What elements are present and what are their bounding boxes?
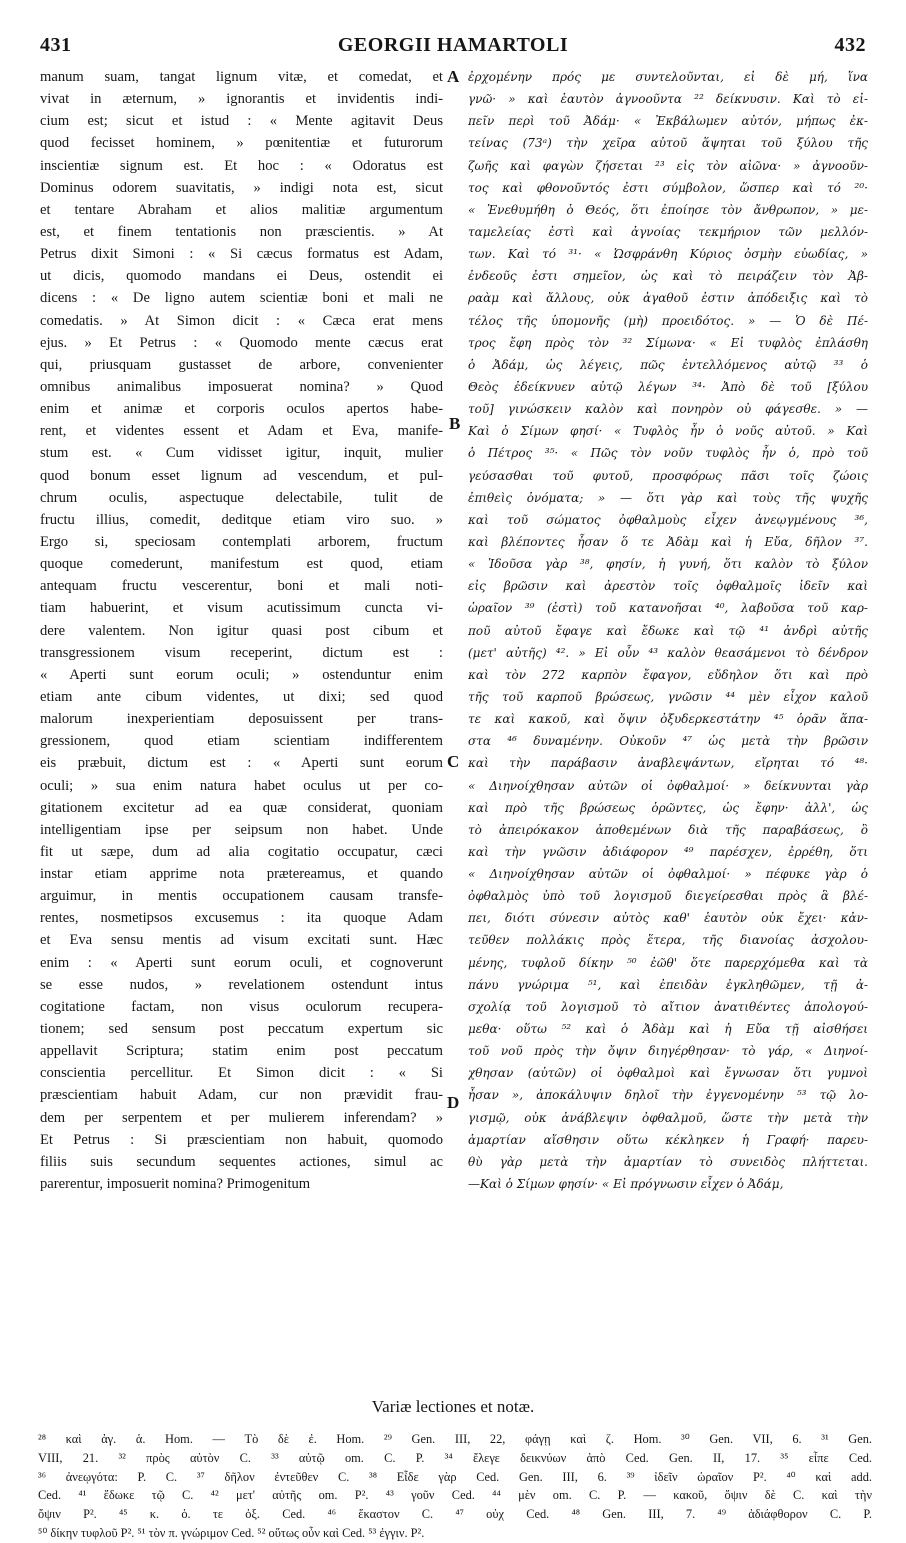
latin-text-line: Dominus odorem suavitatis, » indigi nota est, sicut: [40, 179, 443, 196]
latin-text-line: enim : « Aperti sunt eorum oculi, et cognoverunt: [40, 954, 443, 971]
latin-text-line: eis præbuit, dictum est : « Aperti sunt eorum: [40, 755, 443, 772]
latin-text-line: ut dicis, quomodo mandans ei Deus, ostendit ei: [40, 268, 443, 285]
latin-text-line: arguimur, in mentis occupationem causam transfe-: [40, 888, 443, 905]
latin-text-line: conscientia percellitur. Et Simon dicit : « Si: [40, 1065, 443, 1082]
greek-text-line: « Διηνοίχθησαν αὐτῶν οἱ ὀφθαλμοί· » δείκνυνται γὰρ: [468, 778, 868, 793]
note-line: ὄψιν P². ⁴⁵ κ. ὁ. τε ὀξ. Ced. ⁴⁶ ἕκαστον C. ⁴⁷ οὐχ Ced. ⁴⁸ Gen. III, 7. ⁴⁹ ἀδιάφθορον C. P.: [38, 1507, 872, 1522]
greek-text-line: ταμελείας ἐστὶ καὶ ἀγνοίας τεκμήριον τῶν μελλόν-: [468, 224, 868, 239]
greek-text-line: ἁμαρτίαν αἴσθησιν οὕτω κέκληκεν ἡ Γραφή· παρευ-: [468, 1132, 868, 1147]
greek-text-line: —Καὶ ὁ Σίμων φησίν· « Εἰ πρόγνωσιν εἶχεν ὁ Ἀδάμ,: [468, 1177, 784, 1192]
latin-text-line: fit ut sæpe, dum ad alia cogitatio occupatur, cæci: [40, 843, 443, 860]
latin-text-line: instar etiam apprime nota prætereamus, et quando: [40, 866, 443, 883]
latin-text-line: chrum oculis, aspectuque delectabile, tulit de: [40, 489, 443, 506]
greek-text-line: ἐρχομένην πρός με συντελοῦνται, εἰ δὲ μή, ἵνα: [468, 70, 868, 84]
latin-text-line: præscientiam habuit Adam, cur non prævidit frau-: [40, 1087, 443, 1104]
page-number-right: 432: [834, 34, 866, 56]
latin-text-line: Petrus dixit Simoni : « Si cæcus formatus est Adam,: [40, 246, 443, 263]
greek-text-line: γισμῷ, οὐκ ἀνάβλεψιν ὀφθαλμοῦ, ὥστε τὴν μετὰ τὴν: [468, 1110, 868, 1125]
latin-text-line: gressionem, quod etiam scientiam indifferentem: [40, 733, 443, 750]
latin-text-line: Et Petrus : Si præscientiam non habuit, quomodo: [40, 1131, 443, 1148]
latin-text-line: cium est; sicut et istud : « Mente agitavit Deus: [40, 113, 443, 130]
greek-text-line: τος καὶ φθονοῦντός ἐστι σύμβολον, ὥσπερ καὶ τό ²⁰·: [468, 180, 868, 195]
note-line: ³⁶ ἀνεῳγότα: P. C. ³⁷ δῆλον ἐντεῦθεν C. ³⁸ Εἶδε γὰρ Ced. Gen. III, 6. ³⁹ ἰδεῖν ὡραῖον P². ⁴⁰ καὶ add.: [38, 1469, 872, 1484]
latin-text-line: manum suam, tangat lignum vitæ, et comedat, et: [40, 69, 443, 85]
latin-text-line: cogitatione factam, non visus oculorum recupera-: [40, 998, 443, 1015]
latin-text-line: quod fecisset hominem, » pœnitentiæ et futurorum: [40, 135, 443, 152]
latin-text-line: dem per serpentem et per mulierem inferendam? »: [40, 1109, 443, 1126]
greek-text-line: πεῖν περὶ τοῦ Ἀδάμ· « Ἐκβάλωμεν αὐτόν, μήπως ἐκ-: [468, 114, 868, 129]
greek-text-line: ὁ Πέτρος ³⁵· « Πῶς τὸν νοῦν τυφλὸς ἦν ὁ, πρὸ τοῦ: [468, 446, 868, 461]
running-title: GEORGII HAMARTOLI: [337, 34, 569, 56]
greek-text-line: γνῶ· » καὶ ἑαυτὸν ἀγνοοῦντα ²² δείκνυσιν. Καὶ τὸ εἰ-: [468, 92, 868, 107]
greek-text-line: καὶ τὴν γνῶσιν ἀδιάφορον ⁴⁹ παρέσχεν, ἐρρέθη, ὅτι: [468, 844, 868, 859]
section-marker-d: D: [447, 1093, 460, 1112]
greek-text-line: (μετ' αὐτῆς) ⁴². » Εἰ οὖν ⁴³ καλὸν θεασάμενοι τὸ δένδρον: [468, 645, 868, 660]
greek-text-line: ἐνδεοῦς ἐστι σημεῖον, ὡς καὶ τὸ πειράζειν τὸν Ἀβ-: [468, 269, 868, 284]
greek-text-line: ἐπιθεὶς ὀνόματα; » — ὅτι γὰρ καὶ τοὺς τῆς ψυχῆς: [468, 490, 868, 505]
latin-text-line: transgressionem visum receperint, dictum est :: [40, 644, 443, 661]
greek-text-line: τέλος τῆς ὑπομονῆς (μὴ) προειδότος. » — Ὁ δὲ Πέ-: [468, 313, 868, 328]
latin-text-line: enim et animæ et corporis oculos apertos habe-: [40, 401, 443, 418]
greek-text-line: πάνυ γνώριμα ⁵¹, καὶ ἐπειδὰν ἐγκληθῶμεν, τῇ ἀ-: [468, 977, 868, 992]
greek-text-line: σχολίᾳ τοῦ λογισμοῦ τὸ αἴτιον ἀνατιθέντες ἀπολογού-: [468, 999, 868, 1014]
latin-text-line: rent, et videntes essent et Adam et Eva, manife-: [40, 423, 443, 440]
latin-text-line: Ergo si, speciosam contemplati arborem, fructum: [40, 533, 443, 550]
greek-text-line: στα ⁴⁶ δυναμένην. Οὐκοῦν ⁴⁷ ὡς μετὰ τὴν βρῶσιν: [468, 734, 868, 749]
latin-text-line: oculi; » sua enim natura habet oculus ut per co-: [40, 777, 443, 794]
latin-column: [40, 66, 443, 1195]
latin-text-line: vivat in æternum, » ignorantis et invidentis indi-: [40, 91, 443, 108]
greek-text-line: ὀφθαλμὸς ὑπὸ τοῦ λογισμοῦ διεγείρεσθαι πρὸς ἃ βλέ-: [468, 889, 868, 904]
latin-text-line: inscientiæ signum est. Et hoc : « Odoratus est: [40, 157, 443, 174]
latin-text-line: antequam fructu vescerentur, boni et mali noti-: [40, 578, 443, 595]
latin-text-line: etiam ante cibum videntes, ut dixi; sed quod: [40, 688, 443, 705]
greek-text-line: « Ἰδοῦσα γὰρ ³⁸, φησίν, ἡ γυνή, ὅτι καλὸν τὸ ξύλον: [468, 557, 868, 572]
greek-text-line: Καὶ ὁ Σίμων φησί· « Τυφλὸς ἦν ὁ νοῦς αὐτοῦ. » Καὶ: [468, 424, 868, 439]
greek-text-line: τε καὶ κακοῦ, καὶ ὄψιν ὀξυδερκεστάτην ⁴⁵ ὁρᾶν ἅπα-: [468, 712, 868, 727]
latin-text-line: gitationem excitetur ad ea quæ considerat, quoniam: [40, 799, 443, 816]
greek-text-line: τεῦθεν πολλάκις πρὸς ἕτερα, τῆς διανοίας ἀσχολου-: [468, 933, 868, 948]
greek-text-line: των. Καὶ τό ³¹· « Ὠσφράνθη Κύριος ὀσμὴν εὐωδίας, »: [468, 247, 868, 262]
latin-text-line: comedatis. » At Simon dicit : « Cæca erat mens: [40, 312, 443, 329]
greek-text-line: εἰς βρῶσιν καὶ ἀρεστὸν τοῖς ὀφθαλμοῖς ἰδεῖν καὶ: [468, 579, 868, 594]
latin-text-line: se esse nudos, » revelationem ostendunt intus: [40, 976, 443, 993]
greek-text-line: καὶ βλέποντες ἦσαν ὅ τε Ἀδὰμ καὶ ἡ Εὔα, δῆλον ³⁷.: [468, 534, 868, 549]
latin-text-line: dicens : « De ligno autem scientiæ boni et mali ne: [40, 290, 443, 307]
greek-text-line: ζωῆς καὶ φαγὼν ζήσεται ²³ εἰς τὸν αἰῶνα· » ἀγνοοῦν-: [468, 158, 868, 173]
note-line: Ced. ⁴¹ ἔδωκε τῷ C. ⁴² μετ' αὐτῆς om. P². ⁴³ γοῦν Ced. ⁴⁴ μὲν om. C. P. — κακοῦ, ὄψιν δὲ C. καὶ τὴν: [38, 1488, 872, 1503]
greek-text-line: μεθα· οὕτω ⁵² καὶ ὁ Ἀδὰμ καὶ ἡ Εὔα τῇ αἰσθήσει: [468, 1022, 868, 1037]
latin-text-line: filiis suis secundum sequentes actiones, simul ac: [40, 1153, 443, 1170]
greek-column: [468, 66, 868, 1195]
greek-text-line: « Ἐνεθυμήθη ὁ Θεός, ὅτι ἐποίησε τὸν ἄνθρωπον, » με-: [468, 202, 868, 217]
latin-text-line: malorum inexperientiam deposuissent per trans-: [40, 711, 443, 728]
section-marker-c: C: [447, 752, 460, 771]
latin-text-line: tiam habuerint, et visum acutissimum cuncta vi-: [40, 600, 443, 617]
note-line: ²⁸ καὶ ἀγ. ἁ. Hom. — Τὸ δὲ ἐ. Hom. ²⁹ Gen. III, 22, φάγῃ καὶ ζ. Hom. ³⁰ Gen. VII, 6. ³¹ Gen.: [38, 1432, 872, 1446]
greek-text-line: τὸ ἀπειρόκακον ἀποθεμένων διὰ τῆς παραβάσεως, ὃ: [468, 822, 868, 837]
section-marker-a: A: [447, 67, 460, 86]
greek-text-line: καὶ τὸν 272 καρπὸν ἔφαγον, εὔδηλον ὅτι καὶ πρὸ: [468, 667, 868, 682]
greek-text-line: τοῦ νοῦ πρὸς τὴν ὄψιν διηγέρθησαν· τὸ γάρ, « Διηνοί-: [468, 1044, 868, 1059]
latin-text-line: dere valentem. Non igitur quasi post cibum et: [40, 622, 443, 639]
greek-text-line: ὡραῖον ³⁹ (ἐστὶ) τοῦ κατανοῆσαι ⁴⁰, λαβοῦσα τοῦ καρ-: [468, 601, 868, 616]
note-line: ⁵⁰ δίκην τυφλοῦ P². ⁵¹ τὸν π. γνώριμον Ced. ⁵² οὕτως οὖν καὶ Ced. ⁵³ ἐγγιν. P².: [38, 1525, 425, 1540]
section-marker-b: B: [449, 414, 461, 433]
latin-text-line: ejus. » Et Petrus : « Quomodo mente cæcus erat: [40, 334, 443, 351]
latin-text-line: stum est. « Cum vidisset igitur, inquit, mulier: [40, 445, 443, 462]
latin-text-line: omnibus animalibus imposuerat nomina? » Quod: [40, 378, 443, 395]
latin-text-line: et Eva sensu mentis ad visum excitati sunt. Hæc: [40, 932, 443, 949]
latin-text-line: « Aperti sunt eorum oculi; » ostenduntur enim: [40, 666, 443, 683]
greek-text-line: ἦσαν », ἀποκάλυψιν δηλοῖ τὴν ἐγγενομένην ⁵³ τῷ λο-: [468, 1088, 868, 1103]
greek-text-line: ραὰμ καὶ ἄλλους, οὐκ ἀγαθοῦ ἐστιν ἀπόδειξις καὶ τὸ: [468, 291, 868, 306]
greek-text-line: καὶ τοῦ σώματος ὀφθαλμοὺς εἶχεν ἀνεῳγμένους ³⁶,: [468, 512, 868, 527]
page-number-left: 431: [40, 34, 72, 56]
greek-text-line: « Διηνοίχθησαν αὐτῶν οἱ ὀφθαλμοί· » πέφυκε γὰρ ὁ: [468, 867, 868, 882]
latin-text-line: rentes, nosmetipsos excusemus : ita quoque Adam: [40, 910, 443, 927]
greek-text-line: Θεὸς ἐδείκνυεν αὐτῷ λέγων ³⁴· Ἀπὸ δὲ τοῦ [ξύλου: [468, 379, 868, 394]
greek-text-line: τείνας (73ᵃ) τὴν χεῖρα αὐτοῦ ἅψηται τοῦ ξύλου τῆς: [468, 136, 868, 151]
greek-text-line: καὶ τὴν παράβασιν ἀναβλεψάντων, εἴρηται τό ⁴⁸·: [468, 756, 868, 771]
running-header: [40, 34, 866, 62]
note-line: VIII, 21. ³² πρὸς αὐτὸν C. ³³ αὐτῷ om. C. P. ³⁴ ἔλεγε δεικνύων ἀπὸ Ced. Gen. II, 17. ³⁵ εἶπε Ced.: [38, 1450, 872, 1465]
latin-text-line: parerentur, imposuerit nomina? Primogenitum: [40, 1176, 311, 1193]
greek-text-line: πει, διότι σύνεσιν αὐτὸς καθ' ἑαυτὸν οὐκ ἔχει· κἀν-: [468, 911, 868, 926]
latin-text-line: et tentare Abraham et alios malitiæ argumentum: [40, 201, 443, 218]
latin-text-line: tionem; sed sensum post peccatum expertum sic: [40, 1021, 443, 1038]
latin-text-line: intelligentiam ipse per seipsum non habet. Unde: [40, 821, 443, 838]
latin-text-line: quoque comederunt, manifestum est quod, etiam: [40, 556, 443, 573]
greek-text-line: ὁ Ἀδάμ, ὡς λέγεις, πῶς ἐντελλόμενος αὐτῷ ³³ ὁ: [468, 357, 868, 372]
greek-text-line: θὺ γὰρ μετὰ τὴν ἁμαρτίαν τὸ συνειδὸς πλήττεται.: [468, 1154, 868, 1169]
notes-heading: Variæ lectiones et notæ.: [371, 1397, 535, 1416]
greek-text-line: τῆς τοῦ καρποῦ βρώσεως, γνῶσιν ⁴⁴ μὲν εἶχον καλοῦ: [468, 689, 868, 704]
greek-text-line: χθησαν (αὐτῶν) οἱ ὀφθαλμοὶ καὶ ἔγνωσαν ὅτι γυμνοὶ: [468, 1066, 868, 1081]
greek-text-line: μένης, τυφλοῦ δίκην ⁵⁰ ἐῶθ' ὅτε παρερχόμεθα καὶ τὰ: [468, 955, 868, 970]
latin-text-line: est, et finem tentationis non præscientis. » At: [40, 223, 443, 240]
variant-readings-notes: [38, 1430, 872, 1543]
greek-text-line: ποῦ αὐτοῦ ἔφαγε καὶ ἔδωκε καὶ τῷ ⁴¹ ἀνδρὶ αὐτῆς: [468, 623, 868, 638]
greek-text-line: τρος ἔφη πρὸς τὸν ³² Σίμωνα· « Εἰ τυφλὸς ἐπλάσθη: [468, 335, 868, 350]
greek-text-line: γεύσασθαι τοῦ φυτοῦ, προσφόρως πᾶσι τοῖς ζώοις: [468, 468, 868, 483]
latin-text-line: fructu illius, comedit, deditque etiam viro suo. »: [40, 511, 443, 528]
greek-text-line: τοῦ] γινώσκειν καλὸν καὶ πονηρὸν οὐ φάγεσθε. » —: [468, 402, 868, 417]
latin-text-line: qui, priusquam gustasset de arbore, convenienter: [40, 356, 443, 373]
latin-text-line: appellavit Scriptura; statim enim post peccatum: [40, 1043, 443, 1060]
greek-text-line: καὶ πρὸ τῆς βρώσεως ὁρῶντες, ὡς ἔφην· ἀλλ', ὡς: [468, 800, 868, 815]
latin-text-line: quod bonum esset lignum ad vescendum, et pul-: [40, 467, 443, 484]
